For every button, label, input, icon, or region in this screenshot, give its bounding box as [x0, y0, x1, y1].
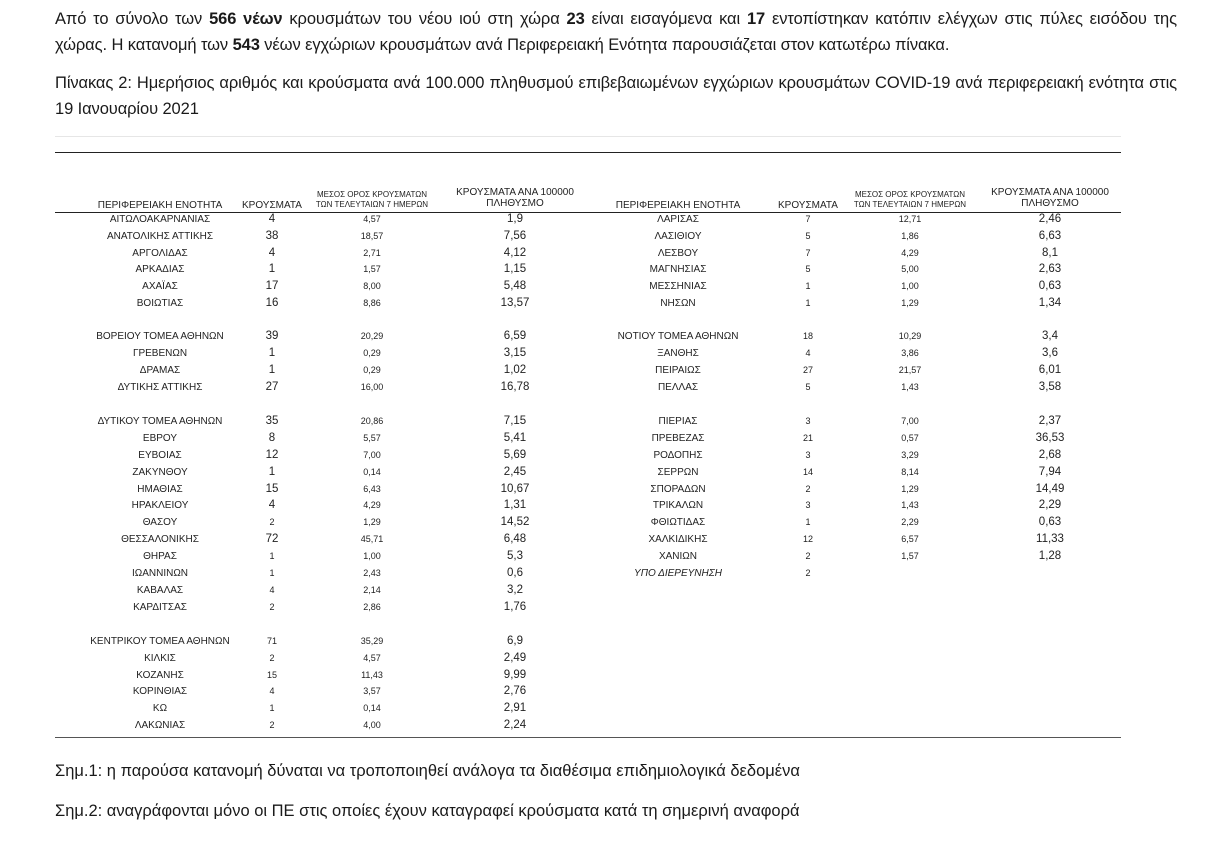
left-cell-region: ΘΗΡΑΣ: [143, 551, 177, 562]
left-cell-per100k: 2,91: [503, 702, 527, 714]
right-cell-avg-7d: 1,43: [901, 500, 919, 510]
right-cell-region: ΜΑΓΝΗΣΙΑΣ: [649, 264, 707, 275]
right-cell-cases: 3: [805, 500, 811, 510]
left-cell-cases: 8: [268, 432, 276, 444]
left-cell-region: ΚΕΝΤΡΙΚΟΥ ΤΟΜΕΑ ΑΘΗΝΩΝ: [90, 636, 230, 647]
right-cell-cases: 21: [802, 433, 813, 443]
left-cell-region: ΖΑΚΥΝΘΟΥ: [132, 467, 188, 478]
left-cell-avg-7d: 4,57: [363, 653, 381, 663]
right-cell-avg-7d: 1,29: [901, 484, 919, 494]
left-cell-per100k: 5,48: [503, 280, 527, 292]
left-cell-region: ΚΟΡΙΝΘΙΑΣ: [132, 686, 188, 697]
right-cell-per100k: 2,37: [1038, 415, 1062, 427]
right-cell-region: ΤΡΙΚΑΛΩΝ: [652, 500, 704, 511]
right-cell-per100k: 2,29: [1038, 499, 1062, 511]
right-cell-avg-7d: 1,57: [901, 551, 919, 561]
right-cell-cases: 5: [805, 382, 811, 392]
note-1: Σημ.1: η παρούσα κατανομή δύναται να τροποποιηθεί ανάλογα τα διαθέσιμα επιδημιολογικά δεδομένα: [55, 762, 800, 780]
left-cell-cases: 1: [269, 568, 275, 578]
left-cell-per100k: 7,15: [503, 415, 527, 427]
left-cell-per100k: 6,48: [503, 533, 527, 545]
left-cell-region: ΘΕΣΣΑΛΟΝΙΚΗΣ: [121, 534, 199, 545]
left-cell-avg-7d: 2,43: [363, 568, 381, 578]
left-cell-region: ΔΥΤΙΚΗΣ ΑΤΤΙΚΗΣ: [117, 382, 203, 393]
left-cell-per100k: 5,41: [503, 432, 527, 444]
right-cell-region: ΧΑΝΙΩΝ: [658, 551, 698, 562]
left-cell-region: ΑΝΑΤΟΛΙΚΗΣ ΑΤΤΙΚΗΣ: [106, 231, 214, 242]
left-cell-cases: 4: [268, 499, 276, 511]
right-cell-avg-7d: 12,71: [898, 214, 922, 224]
left-cell-cases: 1: [268, 466, 276, 478]
left-header-avg-line2: ΤΩΝ ΤΕΛΕΥΤΑΙΩΝ 7 ΗΜΕΡΩΝ: [315, 200, 429, 209]
right-cell-region: ΝΗΣΩΝ: [660, 298, 696, 309]
left-cell-avg-7d: 16,00: [360, 382, 384, 392]
left-cell-cases: 16: [265, 297, 279, 309]
left-cell-cases: 15: [265, 483, 279, 495]
right-cell-per100k: 11,33: [1036, 533, 1064, 545]
left-cell-region: ΚΑΒΑΛΑΣ: [136, 585, 184, 596]
left-cell-per100k: 3,15: [503, 347, 527, 359]
right-cell-avg-7d: 4,29: [901, 248, 919, 258]
right-cell-avg-7d: 6,57: [901, 534, 919, 544]
left-cell-cases: 1: [268, 347, 276, 359]
left-cell-cases: 2: [269, 653, 275, 663]
left-cell-per100k: 16,78: [500, 381, 530, 393]
right-cell-cases: 2: [805, 551, 811, 561]
left-header-region: ΠΕΡΙΦΕΡΕΙΑΚΗ ΕΝΟΤΗΤΑ: [97, 200, 223, 211]
left-cell-per100k: 1,02: [503, 364, 527, 376]
right-cell-region: ΣΠΟΡΑΔΩΝ: [650, 484, 706, 495]
left-cell-avg-7d: 35,29: [360, 636, 384, 646]
right-cell-region: ΡΟΔΟΠΗΣ: [653, 450, 703, 461]
left-cell-avg-7d: 4,57: [363, 214, 381, 224]
right-cell-per100k: 1,28: [1038, 550, 1062, 562]
right-cell-cases: 2: [805, 484, 811, 494]
right-cell-region: ΛΑΣΙΘΙΟΥ: [654, 231, 702, 242]
left-cell-cases: 38: [265, 230, 279, 242]
left-cell-cases: 1: [268, 364, 276, 376]
right-cell-per100k: 3,6: [1042, 347, 1058, 359]
left-header-per100k-line1: ΚΡΟΥΣΜΑΤΑ ΑΝΑ 100000: [456, 187, 574, 198]
left-cell-avg-7d: 0,29: [363, 365, 381, 375]
left-cell-cases: 12: [265, 449, 279, 461]
left-header-cases: ΚΡΟΥΣΜΑΤΑ: [242, 200, 302, 211]
table-bottom-rule: [55, 737, 1121, 738]
left-cell-per100k: 1,15: [503, 263, 527, 275]
left-cell-per100k: 13,57: [500, 297, 530, 309]
right-cell-per100k: 0,63: [1038, 516, 1062, 528]
right-cell-per100k: 14,49: [1035, 483, 1065, 495]
left-cell-avg-7d: 5,57: [363, 433, 381, 443]
left-cell-per100k: 10,67: [500, 483, 530, 495]
right-cell-per100k: 6,01: [1038, 364, 1062, 376]
right-header-region: ΠΕΡΙΦΕΡΕΙΑΚΗ ΕΝΟΤΗΤΑ: [615, 200, 741, 211]
left-cell-avg-7d: 1,00: [363, 551, 381, 561]
right-cell-cases: 2: [805, 568, 811, 578]
left-cell-per100k: 2,24: [503, 719, 527, 731]
left-cell-avg-7d: 2,14: [363, 585, 381, 595]
right-cell-region: ΛΕΣΒΟΥ: [657, 248, 699, 259]
right-header-cases: ΚΡΟΥΣΜΑΤΑ: [778, 200, 838, 211]
right-cell-avg-7d: 8,14: [901, 467, 919, 477]
left-cell-per100k: 5,3: [507, 550, 523, 562]
left-cell-avg-7d: 7,00: [363, 450, 381, 460]
left-cell-avg-7d: 6,43: [363, 484, 381, 494]
right-cell-cases: 14: [802, 467, 813, 477]
left-cell-region: ΒΟΙΩΤΙΑΣ: [136, 298, 184, 309]
table-top-rule: [55, 152, 1121, 153]
right-cell-region: ΠΡΕΒΕΖΑΣ: [651, 433, 705, 444]
right-cell-avg-7d: 0,57: [901, 433, 919, 443]
left-cell-per100k: 1,9: [507, 213, 523, 225]
right-cell-per100k: 3,4: [1042, 330, 1058, 342]
left-cell-region: ΗΜΑΘΙΑΣ: [137, 484, 183, 495]
left-cell-cases: 39: [265, 330, 279, 342]
right-cell-region: ΞΑΝΘΗΣ: [657, 348, 699, 359]
right-cell-avg-7d: 1,43: [901, 382, 919, 392]
left-cell-per100k: 6,9: [507, 635, 523, 647]
left-cell-avg-7d: 20,86: [360, 416, 384, 426]
left-cell-avg-7d: 1,29: [363, 517, 381, 527]
left-cell-cases: 4: [269, 585, 275, 595]
right-cell-cases: 18: [802, 331, 813, 341]
left-cell-region: ΛΑΚΩΝΙΑΣ: [134, 720, 186, 731]
right-cell-per100k: 2,68: [1038, 449, 1062, 461]
left-cell-cases: 2: [269, 720, 275, 730]
right-cell-avg-7d: 7,00: [901, 416, 919, 426]
right-cell-per100k: 0,63: [1038, 280, 1062, 292]
left-cell-per100k: 4,12: [503, 247, 527, 259]
faint-divider: [55, 136, 1121, 137]
left-cell-per100k: 1,31: [503, 499, 527, 511]
right-cell-cases: 1: [805, 298, 811, 308]
left-cell-avg-7d: 0,14: [363, 703, 381, 713]
left-cell-region: ΚΙΛΚΙΣ: [144, 653, 176, 664]
intro-paragraph: Από το σύνολο των 566 νέων κρουσμάτων του νέου ιού στη χώρα 23 είναι εισαγόμενα και 17 εντοπίστηκαν κατόπιν ελέγχων στις πύλες εισόδου της χώρας. Η κατανομή των 543 νέων εγχώριων κρουσμάτων ανά Περιφερειακή Ενότητα παρουσιάζεται στον κατωτέρω πίνακα.: [55, 10, 1177, 54]
left-cell-cases: 17: [265, 280, 279, 292]
left-cell-avg-7d: 18,57: [360, 231, 384, 241]
left-cell-cases: 2: [269, 517, 275, 527]
right-cell-region: ΧΑΛΚΙΔΙΚΗΣ: [648, 534, 708, 545]
left-cell-region: ΔΡΑΜΑΣ: [139, 365, 181, 376]
right-cell-per100k: 8,1: [1042, 247, 1058, 259]
right-cell-per100k: 3,58: [1038, 381, 1062, 393]
left-cell-per100k: 7,56: [503, 230, 527, 242]
left-cell-region: ΕΒΡΟΥ: [142, 433, 178, 444]
right-cell-cases: 1: [805, 517, 811, 527]
left-cell-region: ΘΑΣΟΥ: [142, 517, 178, 528]
left-cell-per100k: 2,76: [503, 685, 527, 697]
right-cell-cases: 5: [805, 264, 811, 274]
right-cell-region: ΦΘΙΩΤΙΔΑΣ: [650, 517, 706, 528]
left-cell-cases: 1: [269, 703, 275, 713]
right-cell-per100k: 7,94: [1038, 466, 1062, 478]
right-cell-cases: 3: [805, 416, 811, 426]
left-cell-per100k: 5,69: [503, 449, 527, 461]
left-cell-cases: 1: [269, 551, 275, 561]
left-cell-cases: 1: [268, 263, 276, 275]
left-cell-cases: 71: [266, 636, 277, 646]
right-cell-cases: 7: [805, 248, 811, 258]
right-cell-avg-7d: 1,00: [901, 281, 919, 291]
left-cell-avg-7d: 0,14: [363, 467, 381, 477]
left-cell-per100k: 6,59: [503, 330, 527, 342]
right-header-avg-line1: ΜΕΣΟΣ ΟΡΟΣ ΚΡΟΥΣΜΑΤΩΝ: [854, 190, 966, 199]
right-cell-avg-7d: 5,00: [901, 264, 919, 274]
right-cell-avg-7d: 3,86: [901, 348, 919, 358]
right-cell-per100k: 2,46: [1038, 213, 1062, 225]
right-cell-region: ΝΟΤΙΟΥ ΤΟΜΕΑ ΑΘΗΝΩΝ: [617, 331, 739, 342]
right-cell-region: ΠΕΙΡΑΙΩΣ: [655, 365, 701, 376]
left-cell-cases: 2: [269, 602, 275, 612]
right-cell-cases: 12: [802, 534, 813, 544]
left-cell-cases: 4: [269, 686, 275, 696]
right-cell-per100k: 1,34: [1038, 297, 1062, 309]
left-cell-per100k: 0,6: [507, 567, 523, 579]
right-cell-per100k: 36,53: [1035, 432, 1065, 444]
right-header-per100k-line1: ΚΡΟΥΣΜΑΤΑ ΑΝΑ 100000: [991, 187, 1109, 198]
left-cell-avg-7d: 11,43: [361, 670, 383, 680]
left-cell-avg-7d: 20,29: [360, 331, 384, 341]
note-2: Σημ.2: αναγράφονται μόνο οι ΠΕ στις οποίες έχουν καταγραφεί κρούσματα κατά τη σημερινή αναφορά: [55, 802, 800, 820]
left-cell-region: ΑΡΚΑΔΙΑΣ: [135, 264, 185, 275]
left-cell-region: ΙΩΑΝΝΙΝΩΝ: [131, 568, 189, 579]
left-cell-per100k: 1,76: [503, 601, 527, 613]
right-cell-per100k: 6,63: [1038, 230, 1062, 242]
left-cell-cases: 72: [265, 533, 279, 545]
right-cell-cases: 27: [802, 365, 813, 375]
table-caption: Πίνακας 2: Ημερήσιος αριθμός και κρούσματα ανά 100.000 πληθυσμού επιβεβαιωμένων εγχώριων κρουσμάτων COVID-19 ανά περιφερειακή ενότητα στις 19 Ιανουαρίου 2021: [55, 74, 1177, 118]
left-cell-avg-7d: 2,71: [363, 248, 381, 258]
left-cell-region: ΑΧΑΪΑΣ: [142, 281, 178, 292]
right-cell-region: ΛΑΡΙΣΑΣ: [657, 214, 699, 225]
left-cell-cases: 27: [265, 381, 279, 393]
right-header-per100k-line2: ΠΛΗΘΥΣΜΟ: [1021, 198, 1079, 209]
right-cell-region: ΥΠΟ ΔΙΕΡΕΥΝΗΣΗ: [634, 568, 722, 579]
right-cell-avg-7d: 21,57: [898, 365, 922, 375]
left-cell-avg-7d: 2,86: [363, 602, 381, 612]
left-cell-avg-7d: 8,00: [363, 281, 381, 291]
left-header-avg-line1: ΜΕΣΟΣ ΟΡΟΣ ΚΡΟΥΣΜΑΤΩΝ: [316, 190, 428, 199]
left-cell-avg-7d: 4,00: [363, 720, 381, 730]
right-cell-region: ΠΙΕΡΙΑΣ: [658, 416, 698, 427]
left-cell-region: ΚΟΖΑΝΗΣ: [136, 670, 184, 681]
left-cell-region: ΔΥΤΙΚΟΥ ΤΟΜΕΑ ΑΘΗΝΩΝ: [97, 416, 223, 427]
right-cell-cases: 5: [805, 231, 811, 241]
right-cell-avg-7d: 2,29: [901, 517, 919, 527]
left-cell-cases: 4: [268, 213, 276, 225]
right-cell-region: ΣΕΡΡΩΝ: [657, 467, 699, 478]
right-cell-region: ΜΕΣΣΗΝΙΑΣ: [649, 281, 707, 292]
left-cell-region: ΚΑΡΔΙΤΣΑΣ: [133, 602, 187, 613]
left-cell-avg-7d: 3,57: [363, 686, 381, 696]
right-cell-avg-7d: 1,29: [901, 298, 919, 308]
left-cell-region: ΒΟΡΕΙΟΥ ΤΟΜΕΑ ΑΘΗΝΩΝ: [96, 331, 224, 342]
right-cell-per100k: 2,63: [1038, 263, 1062, 275]
right-cell-region: ΠΕΛΛΑΣ: [657, 382, 699, 393]
left-cell-avg-7d: 0,29: [363, 348, 381, 358]
left-cell-cases: 4: [268, 247, 276, 259]
left-header-per100k-line2: ΠΛΗΘΥΣΜΟ: [486, 198, 544, 209]
right-cell-cases: 3: [805, 450, 811, 460]
left-cell-per100k: 2,49: [503, 652, 527, 664]
left-cell-avg-7d: 4,29: [363, 500, 381, 510]
left-cell-per100k: 2,45: [503, 466, 527, 478]
right-cell-avg-7d: 1,86: [901, 231, 919, 241]
right-cell-cases: 7: [805, 214, 811, 224]
left-cell-avg-7d: 8,86: [363, 298, 381, 308]
left-cell-region: ΗΡΑΚΛΕΙΟΥ: [131, 500, 189, 511]
left-cell-avg-7d: 45,71: [360, 534, 384, 544]
right-cell-avg-7d: 3,29: [901, 450, 919, 460]
left-cell-region: ΑΡΓΟΛΙΔΑΣ: [132, 248, 188, 259]
left-cell-cases: 15: [266, 670, 277, 680]
left-cell-region: ΚΩ: [152, 703, 168, 714]
left-cell-region: ΕΥΒΟΙΑΣ: [138, 450, 182, 461]
left-cell-per100k: 14,52: [500, 516, 530, 528]
left-cell-per100k: 9,99: [503, 669, 527, 681]
left-cell-avg-7d: 1,57: [363, 264, 381, 274]
left-cell-region: ΓΡΕΒΕΝΩΝ: [132, 348, 188, 359]
right-cell-avg-7d: 10,29: [898, 331, 922, 341]
left-cell-per100k: 3,2: [507, 584, 523, 596]
left-cell-cases: 35: [265, 415, 279, 427]
right-cell-cases: 1: [805, 281, 811, 291]
right-header-avg-line2: ΤΩΝ ΤΕΛΕΥΤΑΙΩΝ 7 ΗΜΕΡΩΝ: [853, 200, 967, 209]
right-cell-cases: 4: [805, 348, 811, 358]
left-cell-region: ΑΙΤΩΛΟΑΚΑΡΝΑΝΙΑΣ: [109, 214, 211, 225]
